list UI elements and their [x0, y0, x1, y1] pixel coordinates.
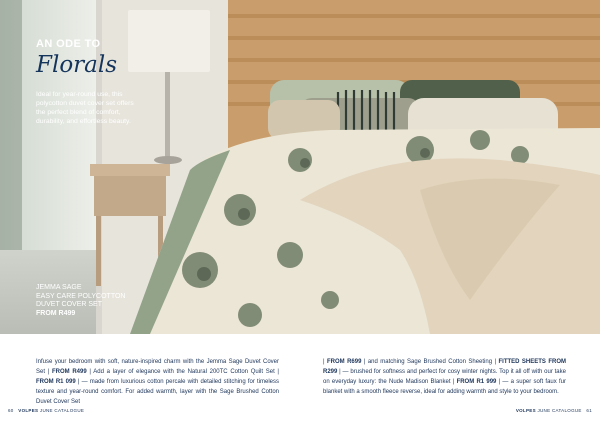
- product-price: FROM R499: [36, 309, 76, 317]
- copy-right-price-2: FITTED SHEETS FROM R299: [323, 359, 567, 375]
- body-copy-left: [36, 357, 279, 407]
- copy-right-price-3: FROM R1 999: [456, 379, 497, 385]
- product-caption: [36, 284, 186, 318]
- copy-right-text-3: | — a super soft faux fur blanket with a smooth fleece reverse, ideal for adding warmth and style to your bedroom.: [323, 379, 566, 395]
- headline-eyebrow: AN ODE TO: [36, 38, 101, 50]
- catalogue-name-right: JUNE CATALOGUE: [537, 408, 582, 413]
- copy-right-price-1: FROM R699: [327, 359, 362, 365]
- copy-left-text-2: | Add a layer of elegance with the Natural 200TC Cotton Quilt Set |: [86, 369, 279, 375]
- product-line-3: DUVET COVER SET: [36, 301, 102, 308]
- page-number-right: 61: [586, 408, 592, 413]
- product-line-2: EASY CARE POLYCOTTON: [36, 292, 126, 300]
- intro-text: Ideal for year-round use, this polycotton duvet cover set offers the perfect blend of comfort, durability, and effortless beauty.: [36, 91, 134, 125]
- body-copy-right: [323, 357, 566, 397]
- copy-left-text-3: | — made from luxurious cotton percale with detailed stitching for timeless texture and year-round comfort. For added warmth, layer with the Sage Brushed Cotton Duvet Cover Set: [36, 379, 279, 405]
- brand-name-left: VOLPES: [18, 408, 39, 413]
- copy-right-text-1: | and matching Sage Brushed Cotton Sheeting |: [361, 359, 499, 365]
- copy-left-price-2: FROM R1 099: [36, 379, 76, 385]
- copy-right-text-2: | — brushed for softness and perfect for cosy winter nights. Top it all off with our take on everyday luxury: the Nude Madison Blanket |: [323, 369, 566, 385]
- copy-left-price-1: FROM R499: [51, 369, 87, 375]
- copy-left-text-1: Infuse your bedroom with soft, nature-inspired charm with the Jemma Sage Duvet Cover Set |: [36, 359, 279, 375]
- headline-title: Florals: [36, 52, 118, 78]
- footer-left: [8, 408, 84, 413]
- headline: [36, 38, 117, 78]
- footer-right: [516, 408, 592, 413]
- catalogue-name-left: JUNE CATALOGUE: [39, 408, 85, 413]
- product-line-1: JEMMA SAGE: [36, 284, 82, 291]
- brand-name-right: VOLPES: [515, 408, 536, 413]
- page-number-left: 60: [8, 408, 14, 413]
- copy-right-text-0: |: [323, 359, 327, 365]
